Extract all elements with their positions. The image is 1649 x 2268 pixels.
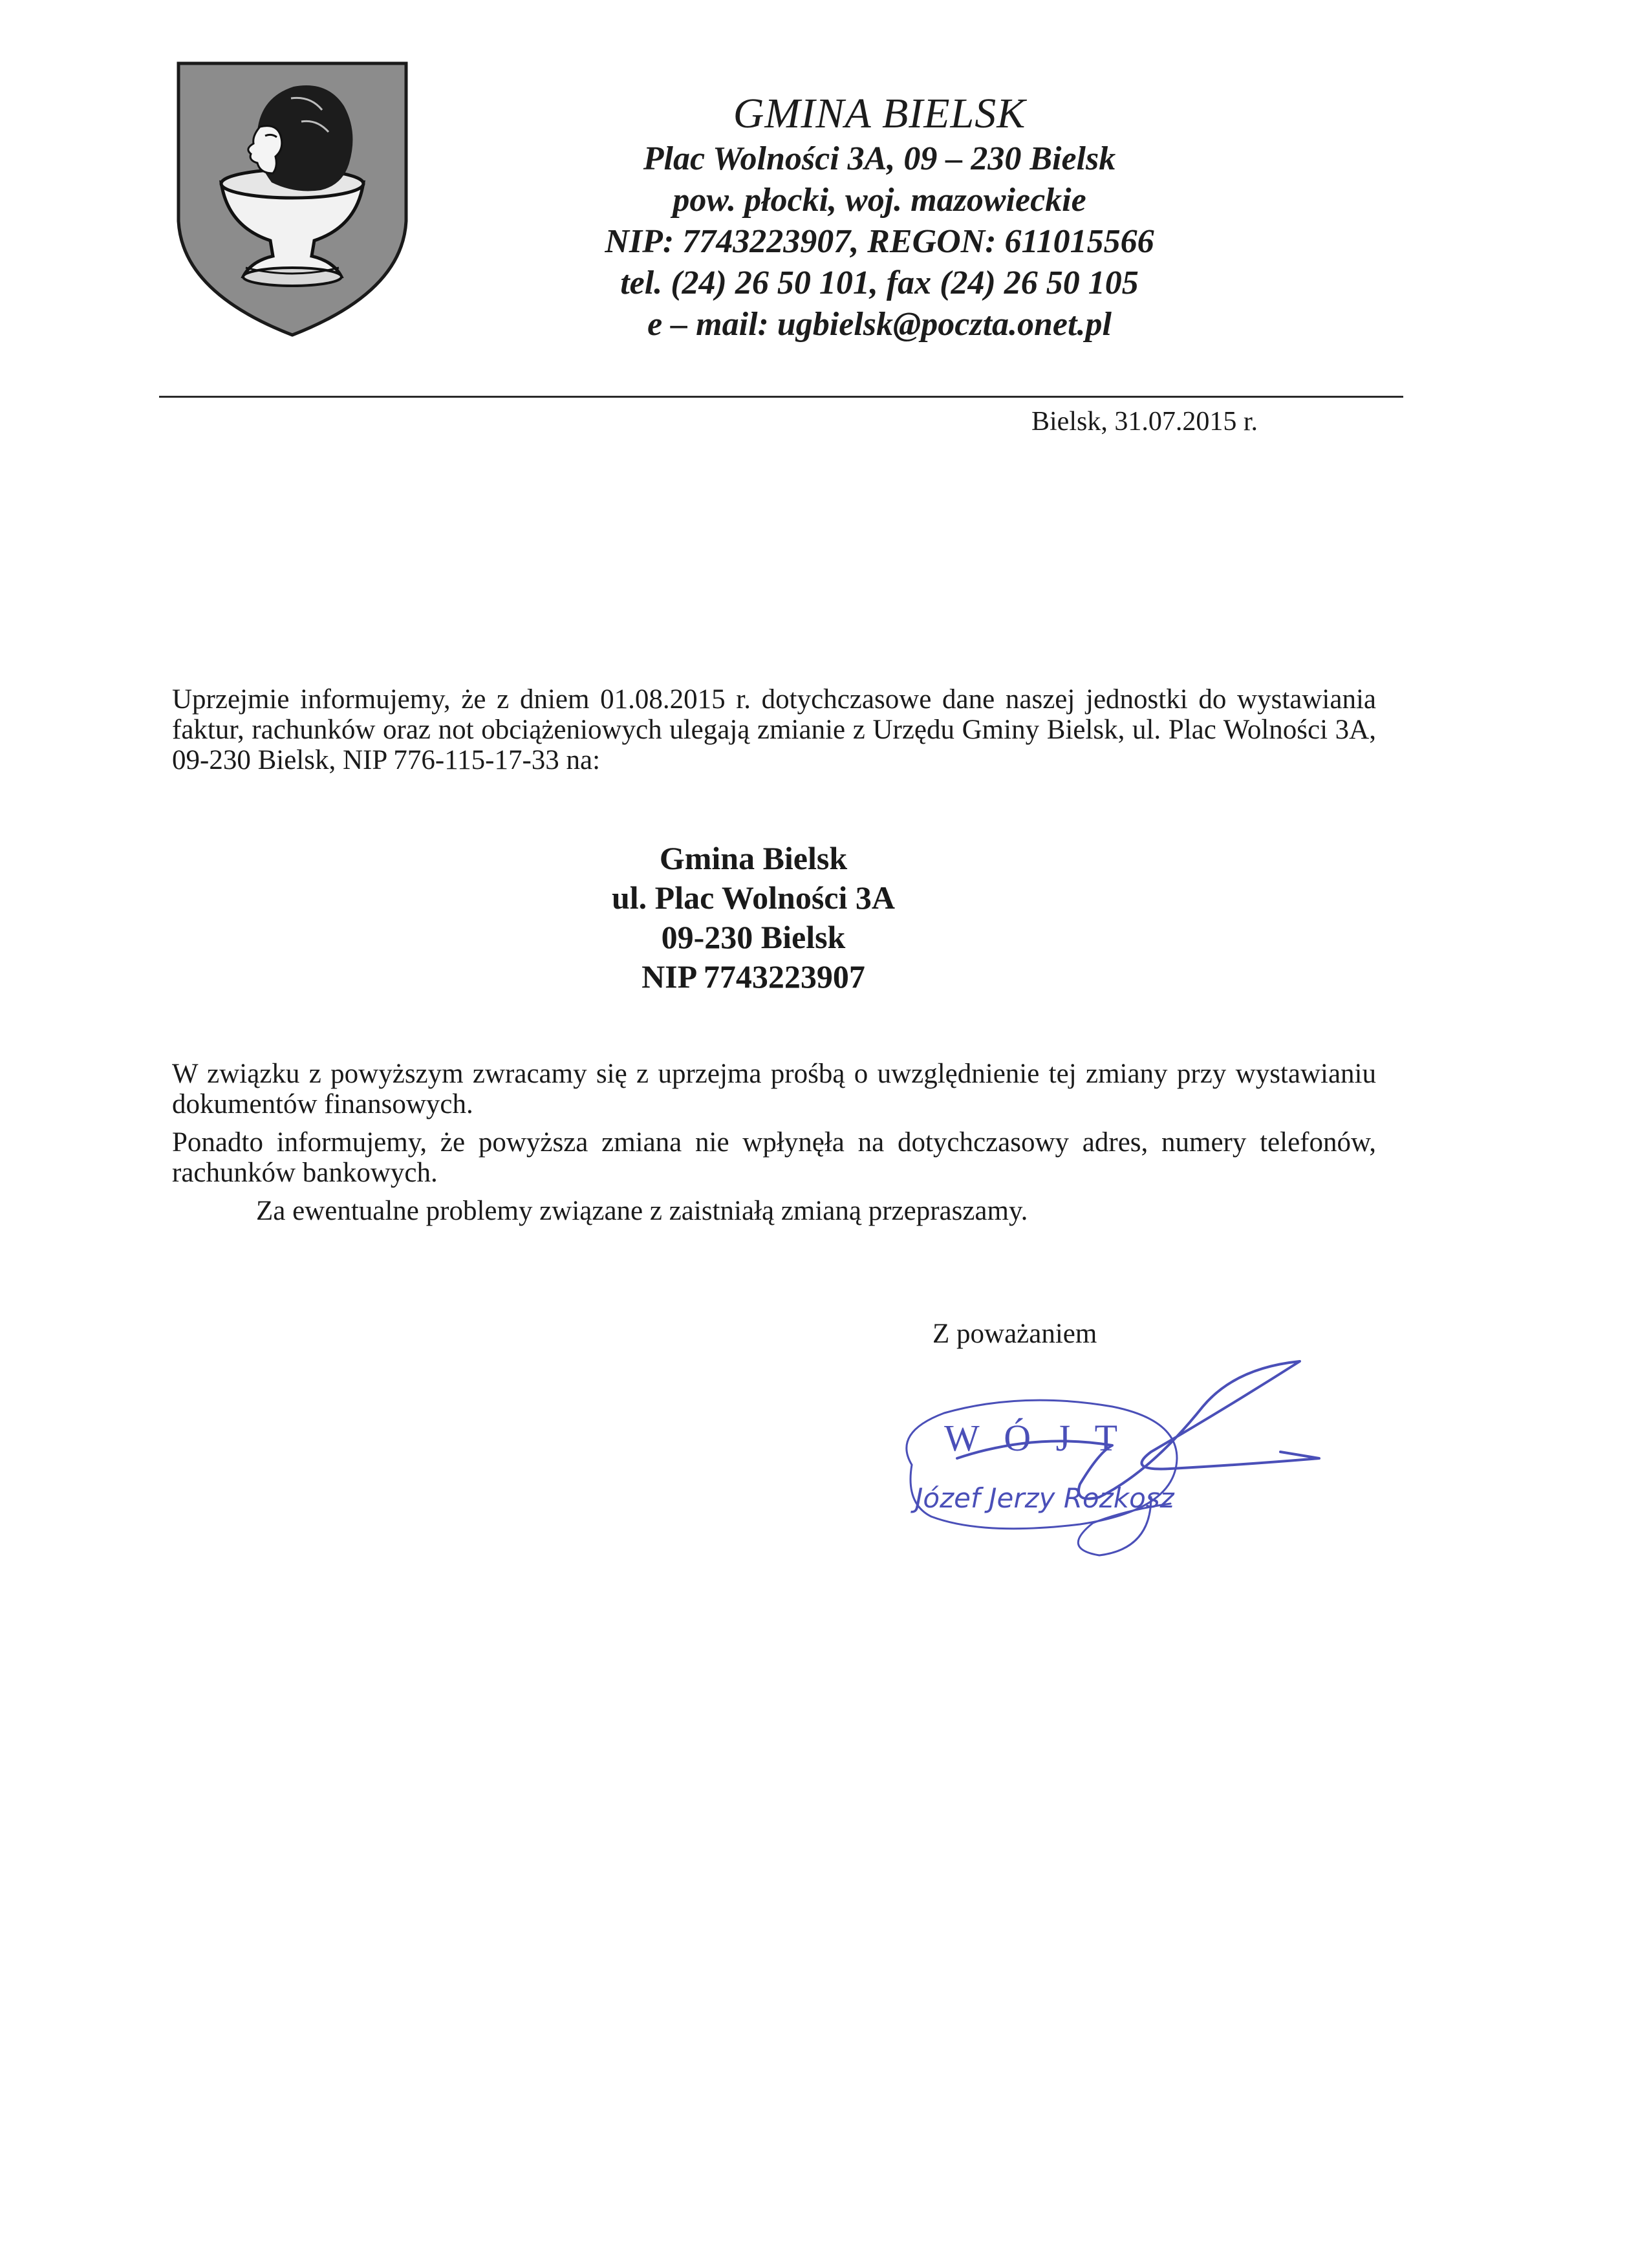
letter-date: Bielsk, 31.07.2015 r. [1031,407,1258,437]
coat-of-arms-icon [175,59,410,339]
municipality-district: pow. płocki, woj. mazowieckie [673,182,1086,219]
municipality-phone-fax: tel. (24) 26 50 101, fax (24) 26 50 105 [620,265,1139,301]
new-address-block [0,839,1578,997]
new-address-line: NIP 7743223907 [641,958,865,995]
new-address-line: 09-230 Bielsk [661,919,846,955]
municipality-email: e – mail: ugbielsk@poczta.onet.pl [647,306,1112,343]
stamp-title: W Ó J T [944,1417,1126,1459]
municipality-address: Plac Wolności 3A, 09 – 230 Bielsk [643,140,1116,177]
note-paragraph: Ponadto informujemy, że powyższa zmiana nie wpłynęła na dotychczasowy adres, numery telefonów, rachunków bankowych. [172,1127,1376,1188]
letterhead [491,89,1267,345]
apology-paragraph: Za ewentualne problemy związane z zaistniałą zmianą przepraszamy. [256,1196,1028,1226]
new-address-line: Gmina Bielsk [659,840,848,876]
stamp-name: Józef Jerzy Rozkosz [915,1482,1174,1514]
new-address-line: ul. Plac Wolności 3A [611,880,895,916]
letterhead-divider [159,396,1403,398]
municipality-name: GMINA BIELSK [733,90,1026,137]
official-stamp-signature [867,1355,1345,1568]
closing-salutation: Z poważaniem [932,1319,1097,1349]
request-paragraph: W związku z powyższym zwracamy się z uprzejma prośbą o uwzględnienie tej zmiany przy wystawianiu dokumentów finansowych. [172,1059,1376,1119]
municipality-tax-ids: NIP: 7743223907, REGON: 611015566 [605,223,1154,260]
intro-paragraph: Uprzejmie informujemy, że z dniem 01.08.2015 r. dotychczasowe dane naszej jednostki do wystawiania faktur, rachunków oraz not obciążeniowych ulegają zmianie z Urzędu Gminy Bielsk, ul. Plac Wolności 3A, 09-230 Bielsk, NIP 776-115-17-33 na: [172,684,1376,775]
